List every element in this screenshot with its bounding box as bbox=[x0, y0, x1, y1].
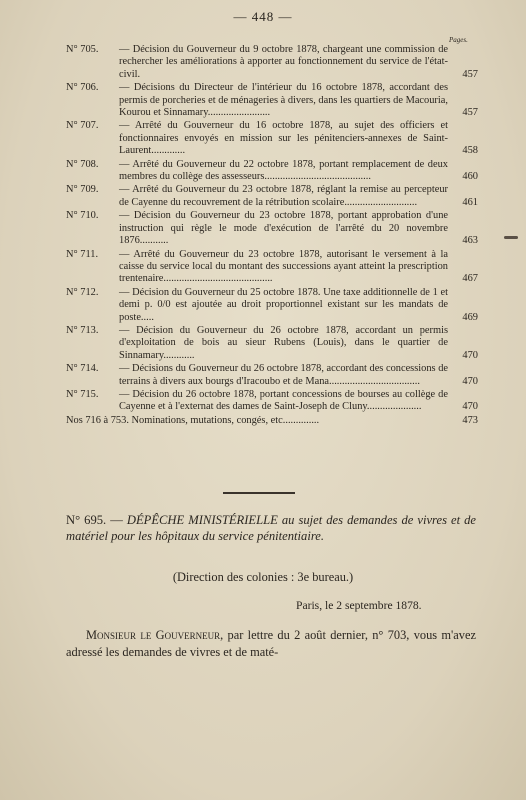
toc-entry bbox=[66, 389, 478, 414]
toc-entry-page: 470 bbox=[462, 375, 478, 387]
toc-entry bbox=[66, 210, 478, 247]
margin-ink-mark bbox=[504, 236, 518, 239]
toc-entry-page: 461 bbox=[462, 196, 478, 208]
toc-entry bbox=[66, 415, 478, 427]
toc-entry-page: 457 bbox=[462, 68, 478, 80]
toc-entry-number: N° 707. bbox=[66, 120, 99, 132]
toc-entry bbox=[66, 184, 478, 209]
toc-entry-description: — Décisions du Gouverneur du 26 octobre 1878, accordant des concessions de terrains à divers aux bourgs d'Iracoubo et de Mana................................... bbox=[119, 363, 448, 387]
pages-column-label: Pages. bbox=[449, 36, 468, 44]
toc-entry bbox=[66, 363, 478, 388]
toc-entry-number: N° 714. bbox=[66, 363, 99, 375]
toc-entry bbox=[66, 249, 478, 286]
toc-entry-description: — Arrêté du Gouverneur du 23 octobre 1878, autorisant le versement à la caisse du service local du montant des successions ayant atteint la prescription trentenaire.......................................... bbox=[119, 248, 448, 285]
toc-entry-description: — Décisions du Directeur de l'intérieur du 16 octobre 1878, accordant des permis de porcheries et de ménageries à divers, dans les quartiers de Macouria, Kourou et Sinnamary........................ bbox=[119, 82, 448, 119]
toc-entry-description: — Arrêté du Gouverneur du 22 octobre 1878, portant remplacement de deux membres du collège des assesseurs......................................... bbox=[119, 158, 448, 183]
toc-entry-description: — Arrêté du Gouverneur du 16 octobre 1878, au sujet des officiers et fonctionnaires envoyés en mission sur les pénitenciers-annexes de Saint-Laurent............. bbox=[119, 120, 448, 157]
page-number: — 448 — bbox=[233, 9, 293, 24]
table-of-contents bbox=[66, 44, 478, 428]
toc-entry-number: Nos 716 à 753. bbox=[66, 414, 129, 426]
toc-entry-page: 460 bbox=[462, 171, 478, 183]
toc-entry bbox=[66, 44, 478, 81]
toc-entry-page: 469 bbox=[462, 311, 478, 323]
section-divider bbox=[223, 492, 295, 494]
toc-entry-number: N° 708. bbox=[66, 158, 99, 170]
toc-entry bbox=[66, 120, 478, 157]
toc-entry-number: N° 706. bbox=[66, 82, 99, 94]
toc-entry-description: Nominations, mutations, congés, etc.............. bbox=[131, 414, 320, 426]
document-heading bbox=[66, 512, 476, 545]
toc-entry bbox=[66, 325, 478, 362]
document-number: N° 695. — bbox=[66, 513, 123, 527]
dateline: Paris, le 2 septembre 1878. bbox=[296, 599, 422, 612]
toc-entry-number: N° 710. bbox=[66, 210, 99, 222]
toc-entry-number: N° 712. bbox=[66, 286, 99, 298]
toc-entry bbox=[66, 82, 478, 119]
toc-entry-number: N° 715. bbox=[66, 388, 99, 400]
toc-entry-description: — Décision du Gouverneur du 9 octobre 1878, chargeant une commission de rechercher les améliorations à apporter au fonctionnement du service de l'état-civil. bbox=[119, 44, 448, 80]
toc-entry-page: 470 bbox=[462, 349, 478, 361]
salutation: Monsieur le Gouverneur, bbox=[86, 628, 224, 642]
toc-entry bbox=[66, 159, 478, 184]
toc-entry-page: 470 bbox=[462, 401, 478, 413]
body-text: par lettre du 2 août dernier, n° 703, vous m'avez adressé les demandes de vivres et de maté- bbox=[66, 628, 476, 659]
toc-entry-page: 458 bbox=[462, 145, 478, 157]
toc-entry-description: — Décision du Gouverneur du 25 octobre 1878. Une taxe additionnelle de 1 et demi p. 0/0 est ajoutée au droit proportionnel existant sur les mandats de poste..... bbox=[119, 286, 448, 323]
toc-entry-number: N° 713. bbox=[66, 324, 99, 336]
toc-entry-page: 473 bbox=[462, 414, 478, 426]
document-title: DÉPÊCHE MINISTÉRIELLE au sujet des demandes de vivres et de matériel pour les hôpitaux du service pénitentiaire. bbox=[66, 513, 477, 544]
toc-entry-number: N° 705. bbox=[66, 44, 99, 55]
body-paragraph bbox=[66, 627, 476, 661]
toc-entry-description: — Décision du 26 octobre 1878, portant concessions de bourses au collège de Cayenne et à l'externat des dames de Saint-Joseph de Cluny..................... bbox=[119, 388, 448, 413]
toc-entry-description: — Décision du Gouverneur du 26 octobre 1878, accordant un permis d'exploitation de bois au sieur Rubens (Louis), dans le quartier de Sinnamary............ bbox=[119, 324, 448, 361]
toc-entry-description: — Décision du Gouverneur du 23 octobre 1878, portant approbation d'une instruction qui règle le mode d'exécution de l'arrêté du 20 novembre 1876........... bbox=[119, 210, 448, 247]
toc-entry-number: N° 709. bbox=[66, 184, 99, 196]
toc-entry-number: N° 711. bbox=[66, 248, 99, 260]
direction-line: (Direction des colonies : 3e bureau.) bbox=[172, 570, 354, 584]
toc-entry bbox=[66, 287, 478, 324]
toc-entry-page: 457 bbox=[462, 107, 478, 119]
toc-entry-description: — Arrêté du Gouverneur du 23 octobre 1878, réglant la remise au percepteur de Cayenne du recouvrement de la rétribution scolaire............................ bbox=[119, 184, 448, 208]
toc-entry-page: 463 bbox=[462, 235, 478, 247]
toc-entry-page: 467 bbox=[462, 273, 478, 285]
